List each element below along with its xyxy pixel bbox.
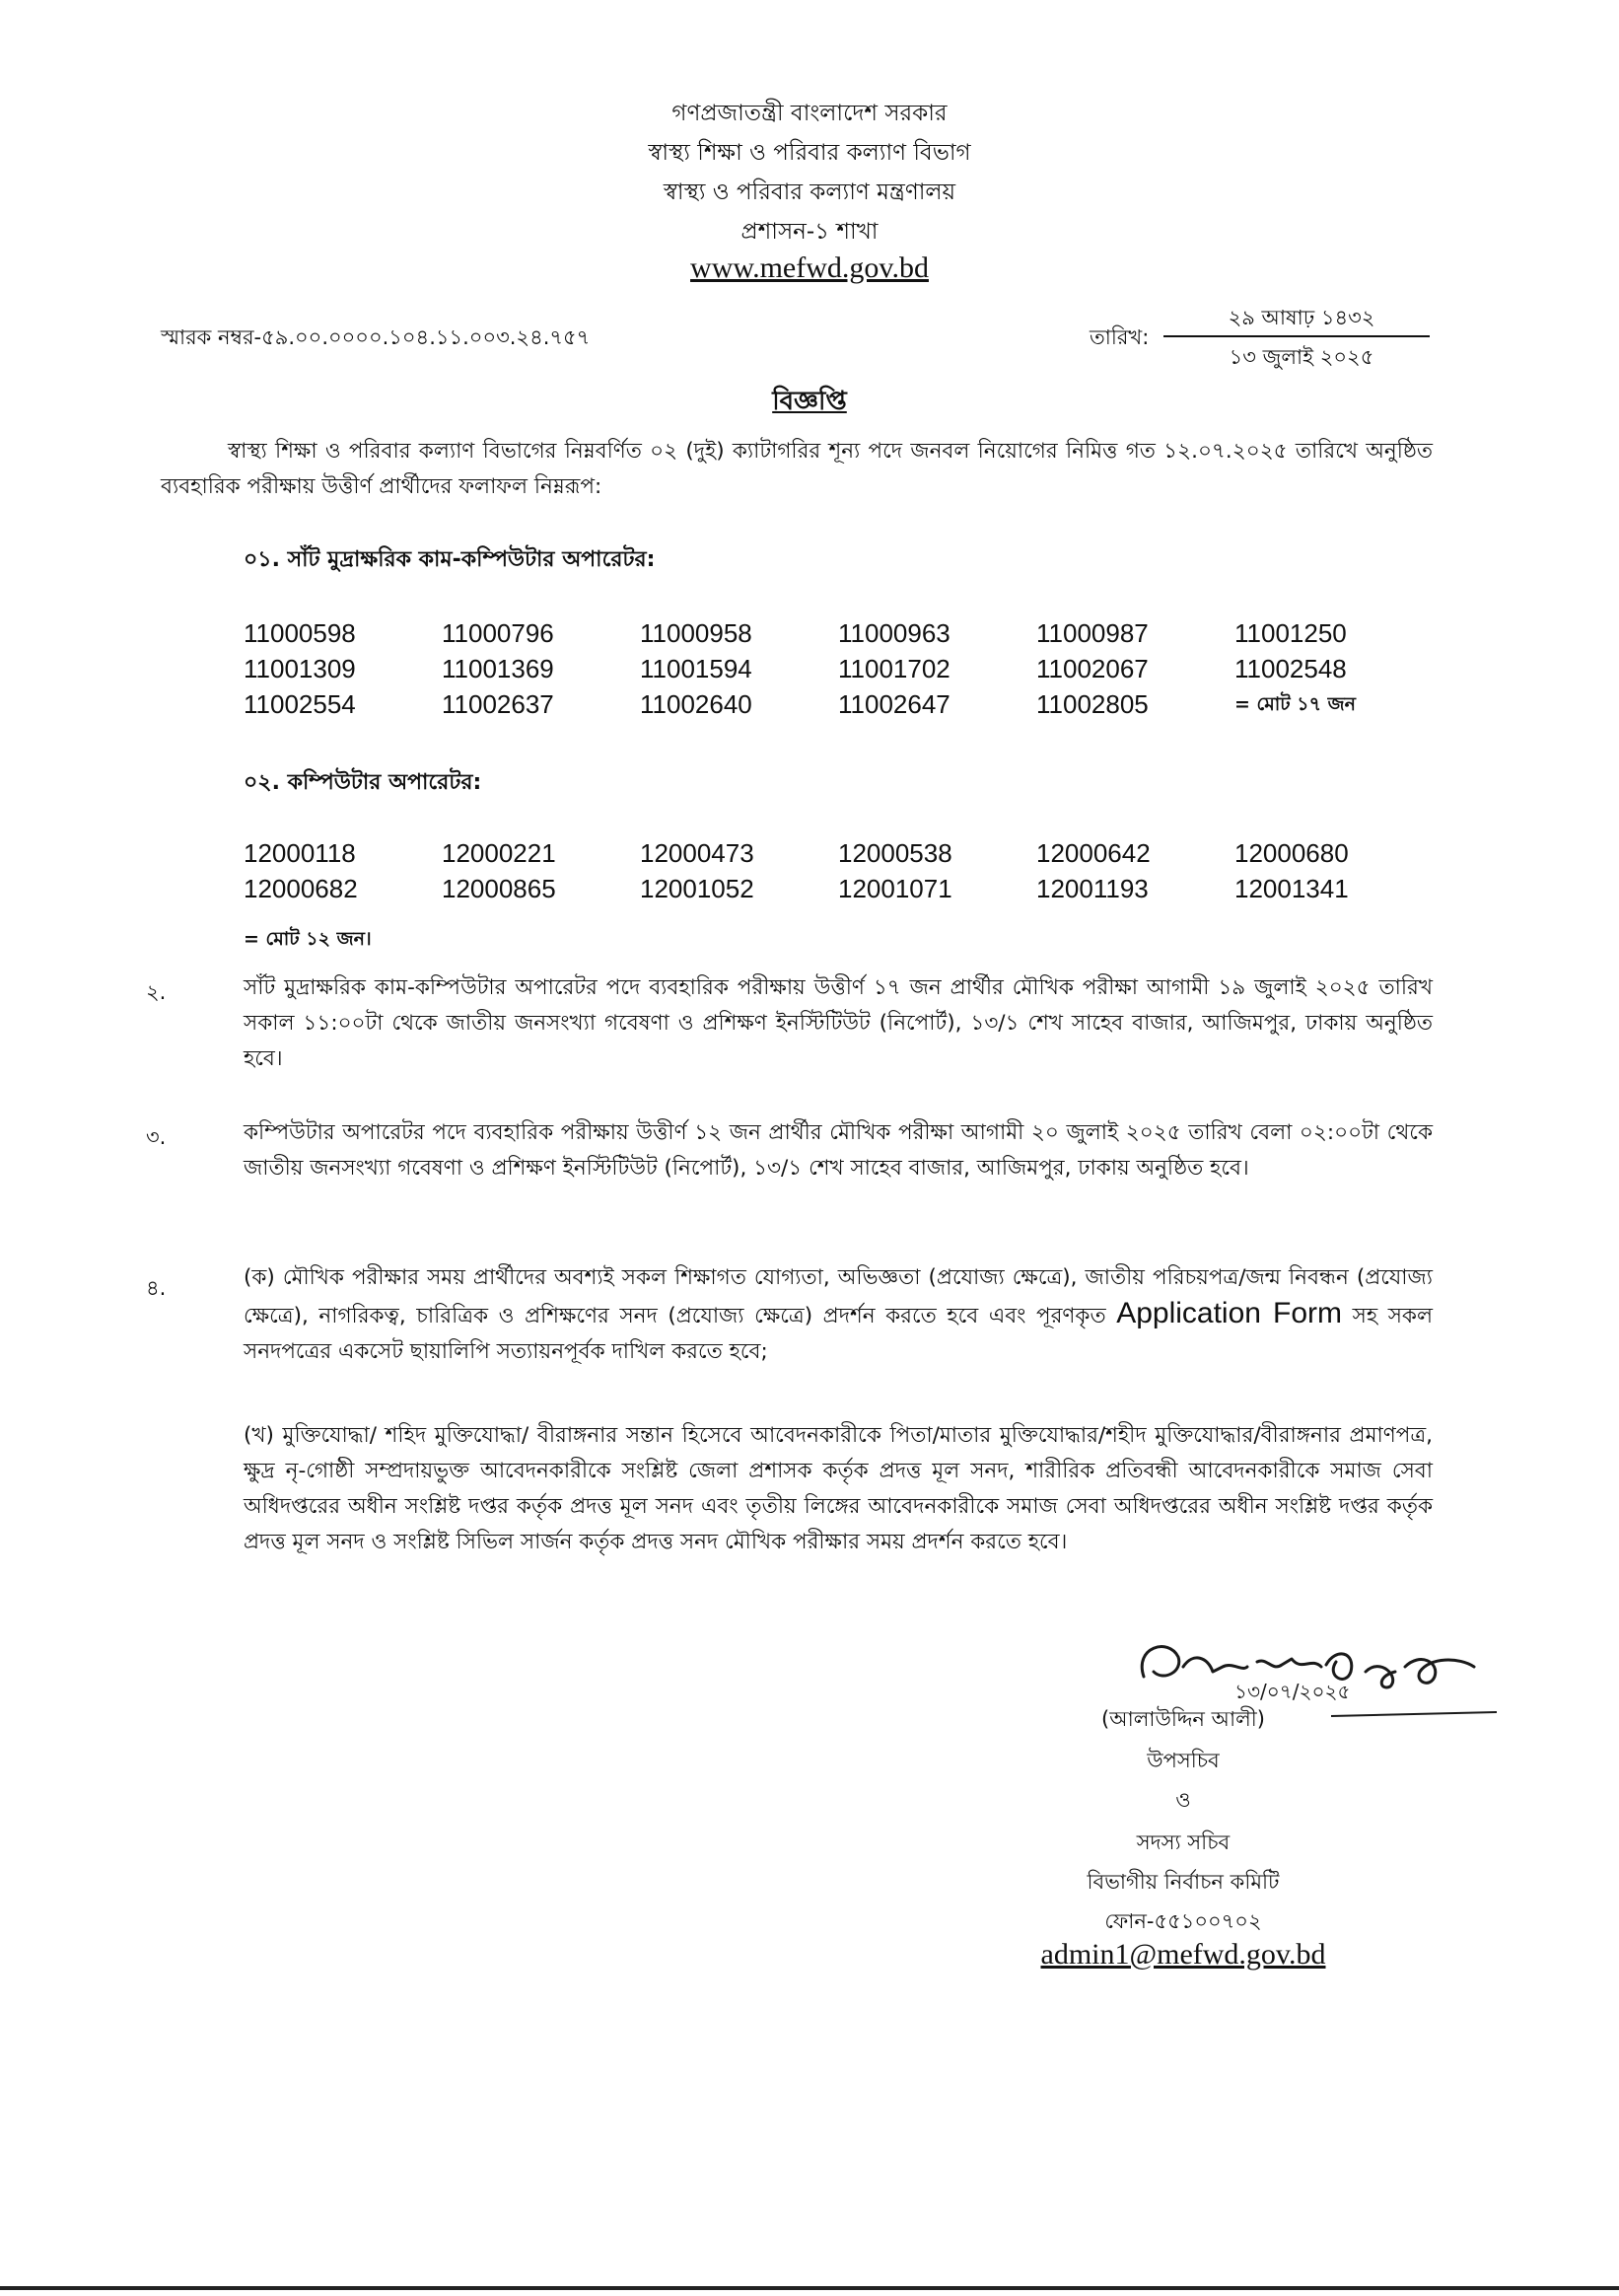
email-link[interactable]: admin1@mefwd.gov.bd: [1040, 1938, 1326, 1971]
application-form-text: Application Form: [1116, 1297, 1343, 1329]
header-branch: প্রশাসন-১ শাখা: [740, 219, 879, 245]
para4-part-b: (খ) মুক্তিযোদ্ধা/ শহিদ মুক্তিযোদ্ধা/ বীরাঙ্গনার সন্তান হিসেবে আবেদনকারীকে পিতা/মাতার মুক্তিযোদ্ধার/শহীদ মুক্তিযোদ্ধার/বীরাঙ্গনার প্রমাণপত্র, ক্ষুদ্র নৃ-গোষ্ঠী সম্প্রদায়ভুক্ত আবেদনকারীকে সংশ্লিষ্ট জেলা প্রশাসক কর্তৃক প্রদত্ত মূল সনদ, শারীরিক প্রতিবন্ধী আবেদনকারীকে সমাজ সেবা অধিদপ্তরের অধীন সংশ্লিষ্ট দপ্তর কর্তৃক প্রদত্ত মূল সনদ এবং তৃতীয় লিঙ্গের আবেদনকারীকে সমাজ সেবা অধিদপ্তরের অধীন সংশ্লিষ্ট দপ্তর কর্তৃক প্রদত্ত মূল সনদ ও সংশ্লিষ্ট সিভিল সার্জন কর্তৃক প্রদত্ত সনদ মৌখিক পরীক্ষার সময় প্রদর্শন করতে হবে।: [244, 1423, 1433, 1554]
roll-number: 11001594: [640, 654, 752, 683]
para2-text: সাঁট মুদ্রাক্ষরিক কাম-কম্পিউটার অপারেটর পদে ব্যবহারিক পরীক্ষায় উত্তীর্ণ ১৭ জন প্রার্থীর মৌখিক পরীক্ষা আগামী ১৯ জুলাই ২০২৫ তারিখ সকাল ১১:০০টা থেকে জাতীয় জনসংখ্যা গবেষণা ও প্রশিক্ষণ ইনস্টিটিউট (নিপোর্ট), ১৩/১ শেখ সাহেব বাজার, আজিমপুর, ঢাকায় অনুষ্ঠিত হবে।: [244, 975, 1433, 1071]
para4-part-a: [244, 1260, 1433, 1370]
roll-number: 12000642: [1036, 838, 1151, 868]
memo-number: স্মারক নম্বর-৫৯.০০.০০০০.১০৪.১১.০০৩.২৪.৭৫৭: [161, 325, 591, 349]
committee-name: বিভাগীয় নির্বাচন কমিটি: [1087, 1870, 1280, 1894]
roll-number: 12001341: [1234, 874, 1349, 903]
signatory-name: (আলাউদ্দিন আলী): [1101, 1707, 1265, 1731]
roll-number: 11000796: [442, 618, 554, 648]
category1-total: = মোট ১৭ জন: [1234, 693, 1356, 715]
signatory-conjunction: ও: [1175, 1788, 1191, 1812]
signatory-designation: উপসচিব: [1147, 1749, 1220, 1772]
roll-number: 11002647: [838, 689, 950, 719]
signatory-role: সদস্য সচিব: [1136, 1830, 1231, 1854]
roll-number: 11000958: [640, 618, 752, 648]
roll-number: 12000221: [442, 838, 556, 868]
para3-text: কম্পিউটার অপারেটর পদে ব্যবহারিক পরীক্ষায় উত্তীর্ণ ১২ জন প্রার্থীর মৌখিক পরীক্ষা আগামী ২০ জুলাই ২০২৫ তারিখ বেলা ০২:০০টা থেকে জাতীয় জনসংখ্যা গবেষণা ও প্রশিক্ষণ ইনস্টিটিউট (নিপোর্ট), ১৩/১ শেখ সাহেব বাজার, আজিমপুর, ঢাকায় অনুষ্ঠিত হবে।: [244, 1120, 1433, 1181]
bottom-edge-rule: [0, 2286, 1619, 2290]
phone-number: ফোন-৫৫১০০৭০২: [1104, 1909, 1262, 1933]
date-divider: [1163, 335, 1430, 337]
category2-heading: ০২. কম্পিউটার অপারেটর:: [244, 770, 482, 795]
roll-number: 11000963: [838, 618, 950, 648]
roll-number: 11001250: [1234, 618, 1347, 648]
category1-roll-grid: [244, 616, 1433, 721]
header-website-link[interactable]: www.mefwd.gov.bd: [690, 251, 929, 284]
roll-number: 12001071: [838, 874, 952, 903]
para4-a-text-2: সহ সকল সনদপত্রের একসেট ছায়ালিপি সত্যায়নপূর্বক দাখিল করতে হবে;: [244, 1304, 1433, 1364]
intro-paragraph: স্বাস্থ্য শিক্ষা ও পরিবার কল্যাণ বিভাগের নিম্নবর্ণিত ০২ (দুই) ক্যাটাগরির শূন্য পদে জনবল নিয়োগের নিমিত্ত গত ১২.০৭.২০২৫ তারিখে অনুষ্ঠিত ব্যবহারিক পরীক্ষায় উত্তীর্ণ প্রার্থীদের ফলাফল নিম্নরূপ:: [161, 439, 1433, 499]
header-ministry: স্বাস্থ্য ও পরিবার কল্যাণ মন্ত্রণালয়: [663, 179, 956, 205]
header-division: স্বাস্থ্য শিক্ষা ও পরিবার কল্যাণ বিভাগ: [648, 140, 971, 166]
roll-number: 12001052: [640, 874, 754, 903]
roll-number: 11002554: [244, 689, 356, 719]
roll-number: 11002548: [1234, 654, 1347, 683]
date-bangla: ২৯ আষাঢ় ১৪৩২: [1228, 306, 1375, 329]
category2-total: = মোট ১২ জন।: [244, 928, 372, 950]
roll-number: 12000118: [244, 838, 356, 868]
date-label: তারিখ:: [1090, 325, 1150, 349]
para4-a-text-1: (ক) মৌখিক পরীক্ষার সময় প্রার্থীদের অবশ্যই সকল শিক্ষাগত যোগ্যতা, অভিজ্ঞতা (প্রযোজ্য ক্ষেত্রে), জাতীয় পরিচয়পত্র/জন্ম নিবন্ধন (প্রযোজ্য ক্ষেত্রে), নাগরিকত্ব, চারিত্রিক ও প্রশিক্ষণের সনদ (প্রযোজ্য ক্ষেত্রে) প্রদর্শন করতে হবে এবং পূরণকৃত: [244, 1265, 1433, 1328]
notice-title: বিজ্ঞপ্তি: [772, 387, 847, 416]
roll-number: 12000473: [640, 838, 754, 868]
roll-number: 11002637: [442, 689, 554, 719]
roll-number: 11001702: [838, 654, 950, 683]
header-government: গণপ্রজাতন্ত্রী বাংলাদেশ সরকার: [671, 101, 948, 126]
roll-number: 12000538: [838, 838, 952, 868]
category1-heading: ০১. সাঁট মুদ্রাক্ষরিক কাম-কম্পিউটার অপারেটর:: [244, 547, 656, 572]
roll-number: 11001369: [442, 654, 554, 683]
signature-date: ১৩/০৭/২০২৫: [1234, 1680, 1351, 1703]
roll-number: 11000987: [1036, 618, 1149, 648]
para2-number: ২.: [146, 980, 167, 1004]
roll-number: 11002805: [1036, 689, 1149, 719]
para4-number: ৪.: [146, 1276, 167, 1300]
roll-number: 12000865: [442, 874, 556, 903]
roll-number: 11000598: [244, 618, 356, 648]
roll-number: 12000682: [244, 874, 358, 903]
roll-number: 12001193: [1036, 874, 1149, 903]
roll-number: 11002640: [640, 689, 752, 719]
roll-number: 11001309: [244, 654, 356, 683]
date-english: ১৩ জুলাই ২০২৫: [1229, 345, 1374, 369]
category2-roll-grid: [244, 836, 1433, 905]
para3-number: ৩.: [146, 1125, 167, 1149]
roll-number: 12000680: [1234, 838, 1349, 868]
roll-number: 11002067: [1036, 654, 1149, 683]
